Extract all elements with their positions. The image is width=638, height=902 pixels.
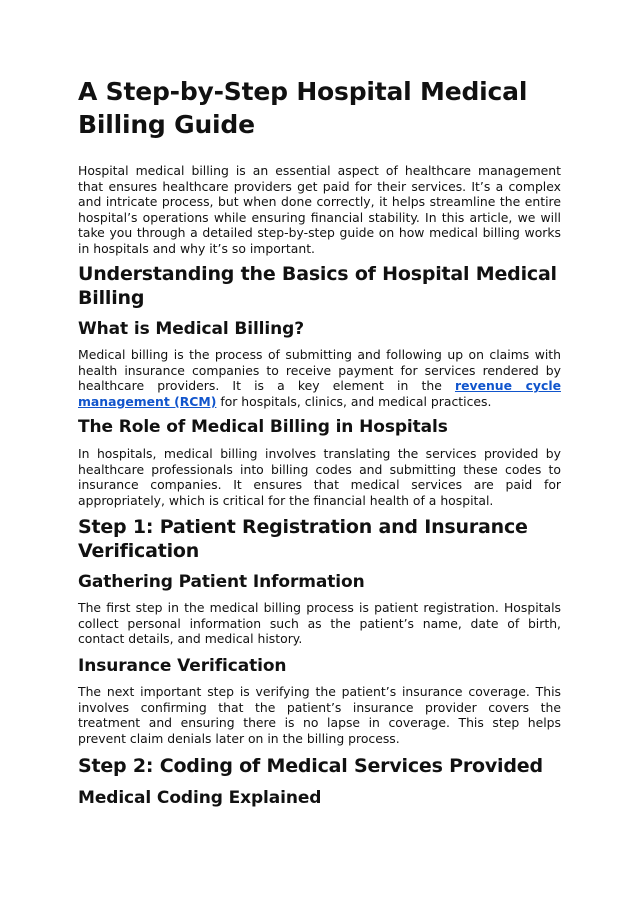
what-is-text-before: Medical billing is the process of submitting and following up on claims with health insurance companies to receive payment for services rendered by healthcare providers. It is a key element in the [78,347,561,394]
verification-paragraph: The next important step is verifying the patient’s insurance coverage. This involves confirming that the patient’s insurance provider covers the treatment and ensuring there is no lapse in coverage. This step helps prevent claim denials later on in the billing process. [78,684,561,746]
role-paragraph: In hospitals, medical billing involves translating the services provided by healthcare professionals into billing codes and submitting these codes to insurance companies. It ensures that medical services are paid for appropriately, which is critical for the financial health of a hospital. [78,446,561,508]
what-is-text-after: for hospitals, clinics, and medical practices. [216,393,492,409]
heading-basics: Understanding the Basics of Hospital Medical Billing [78,263,557,309]
intro-paragraph: Hospital medical billing is an essential aspect of healthcare management that ensures healthcare providers get paid for their services. It’s a complex and intricate process, but when done correctly, it helps streamline the entire hospital’s operations while ensuring financial stability. In this article, we will take you through a detailed step-by-step guide on how medical billing works in hospitals and why it’s so important. [78,163,561,256]
heading-medical-coding-explained: Medical Coding Explained [78,788,322,808]
what-is-paragraph [78,347,561,409]
heading-step-2: Step 2: Coding of Medical Services Provided [78,755,543,777]
heading-insurance-verification: Insurance Verification [78,656,287,676]
gathering-paragraph: The first step in the medical billing process is patient registration. Hospitals collect personal information such as the patient’s name, date of birth, contact details, and medical history. [78,600,561,647]
rcm-link[interactable]: revenue cycle management (RCM) [78,378,561,409]
heading-step-1: Step 1: Patient Registration and Insurance Verification [78,516,528,562]
heading-what-is-medical-billing: What is Medical Billing? [78,319,304,339]
heading-role-of-medical-billing: The Role of Medical Billing in Hospitals [78,417,448,437]
page-title: A Step-by-Step Hospital Medical Billing Guide [78,77,528,139]
heading-gathering-patient-information: Gathering Patient Information [78,572,365,592]
